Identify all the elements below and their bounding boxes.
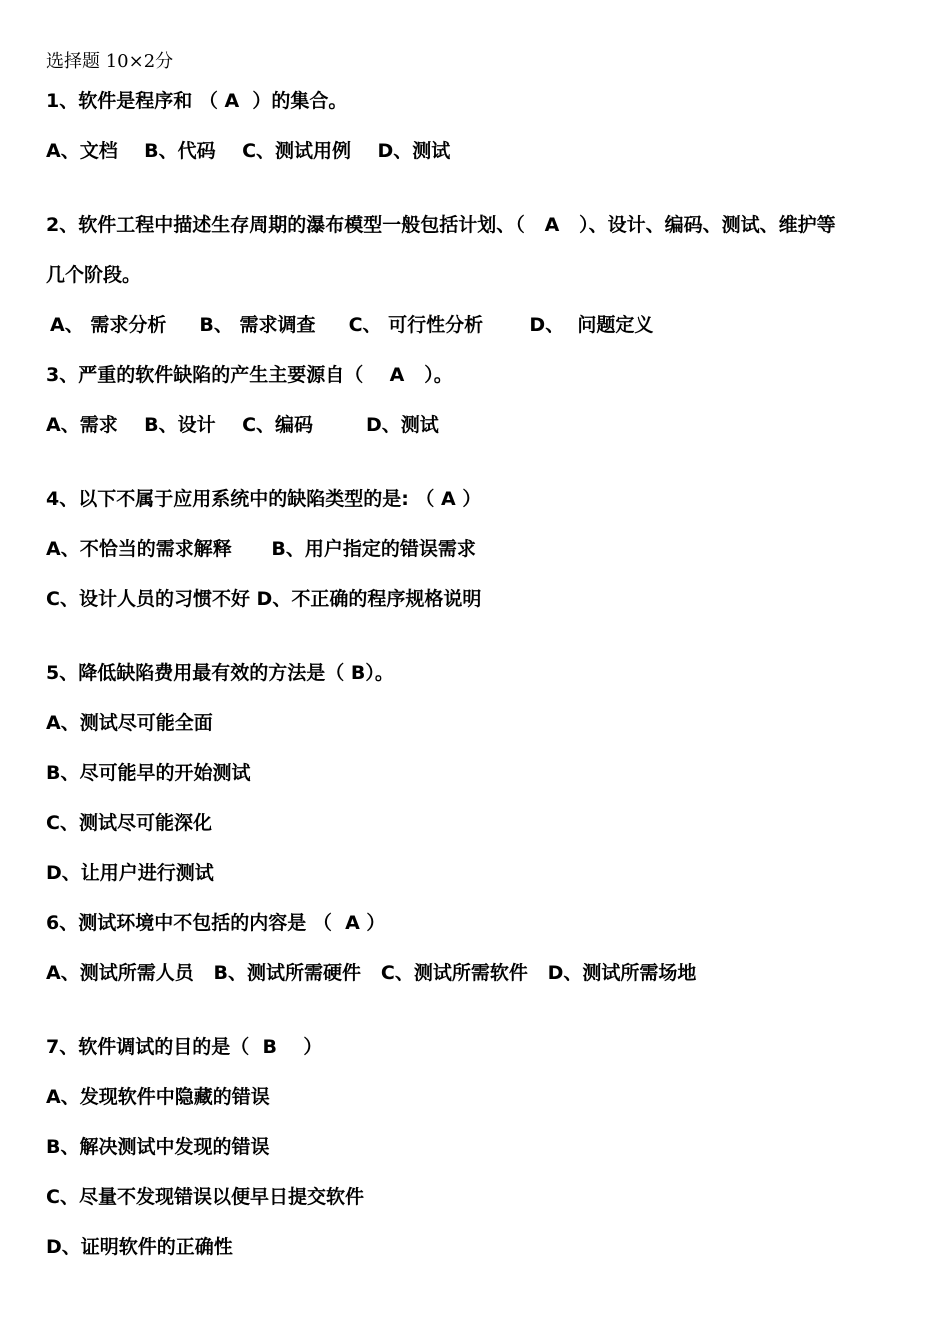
question-3: 3、严重的软件缺陷的产生主要源自（ A ）。: [46, 364, 453, 386]
question-4-options-cd: C、设计人员的习惯不好 D、不正确的程序规格说明: [46, 588, 482, 610]
question-6: 6、测试环境中不包括的内容是 （ A ）: [46, 912, 386, 934]
question-7: 7、软件调试的目的是（ B ）: [46, 1036, 323, 1058]
question-3-options: A、需求 B、设计 C、编码 D、测试: [46, 414, 439, 436]
question-2-options: A、 需求分析 B、 需求调查 C、 可行性分析 D、 问题定义: [50, 314, 654, 336]
question-5-option-b: B、尽可能早的开始测试: [46, 762, 251, 784]
question-2: 2、软件工程中描述生存周期的瀑布模型一般包括计划、（ A ）、设计、编码、测试、维护等: [46, 214, 836, 236]
question-6-options: A、测试所需人员 B、测试所需硬件 C、测试所需软件 D、测试所需场地: [46, 962, 697, 984]
question-7-option-a: A、发现软件中隐藏的错误: [46, 1086, 270, 1108]
question-5-option-a: A、测试尽可能全面: [46, 712, 213, 734]
question-7-option-d: D、证明软件的正确性: [46, 1236, 233, 1258]
question-5: 5、降低缺陷费用最有效的方法是（ B）。: [46, 662, 394, 684]
question-7-option-c: C、尽量不发现错误以便早日提交软件: [46, 1186, 364, 1208]
question-7-option-b: B、解决测试中发现的错误: [46, 1136, 270, 1158]
question-1-options: A、文档 B、代码 C、测试用例 D、测试: [46, 140, 451, 162]
question-1: 1、软件是程序和 （ A ）的集合。: [46, 90, 348, 112]
section-header: 选择题 10×2分: [46, 51, 174, 72]
question-5-option-d: D、让用户进行测试: [46, 862, 214, 884]
question-4-options-ab: A、不恰当的需求解释 B、用户指定的错误需求: [46, 538, 476, 560]
question-4: 4、以下不属于应用系统中的缺陷类型的是: （ A ）: [46, 488, 482, 510]
question-5-option-c: C、测试尽可能深化: [46, 812, 212, 834]
question-2-cont: 几个阶段。: [46, 264, 142, 286]
